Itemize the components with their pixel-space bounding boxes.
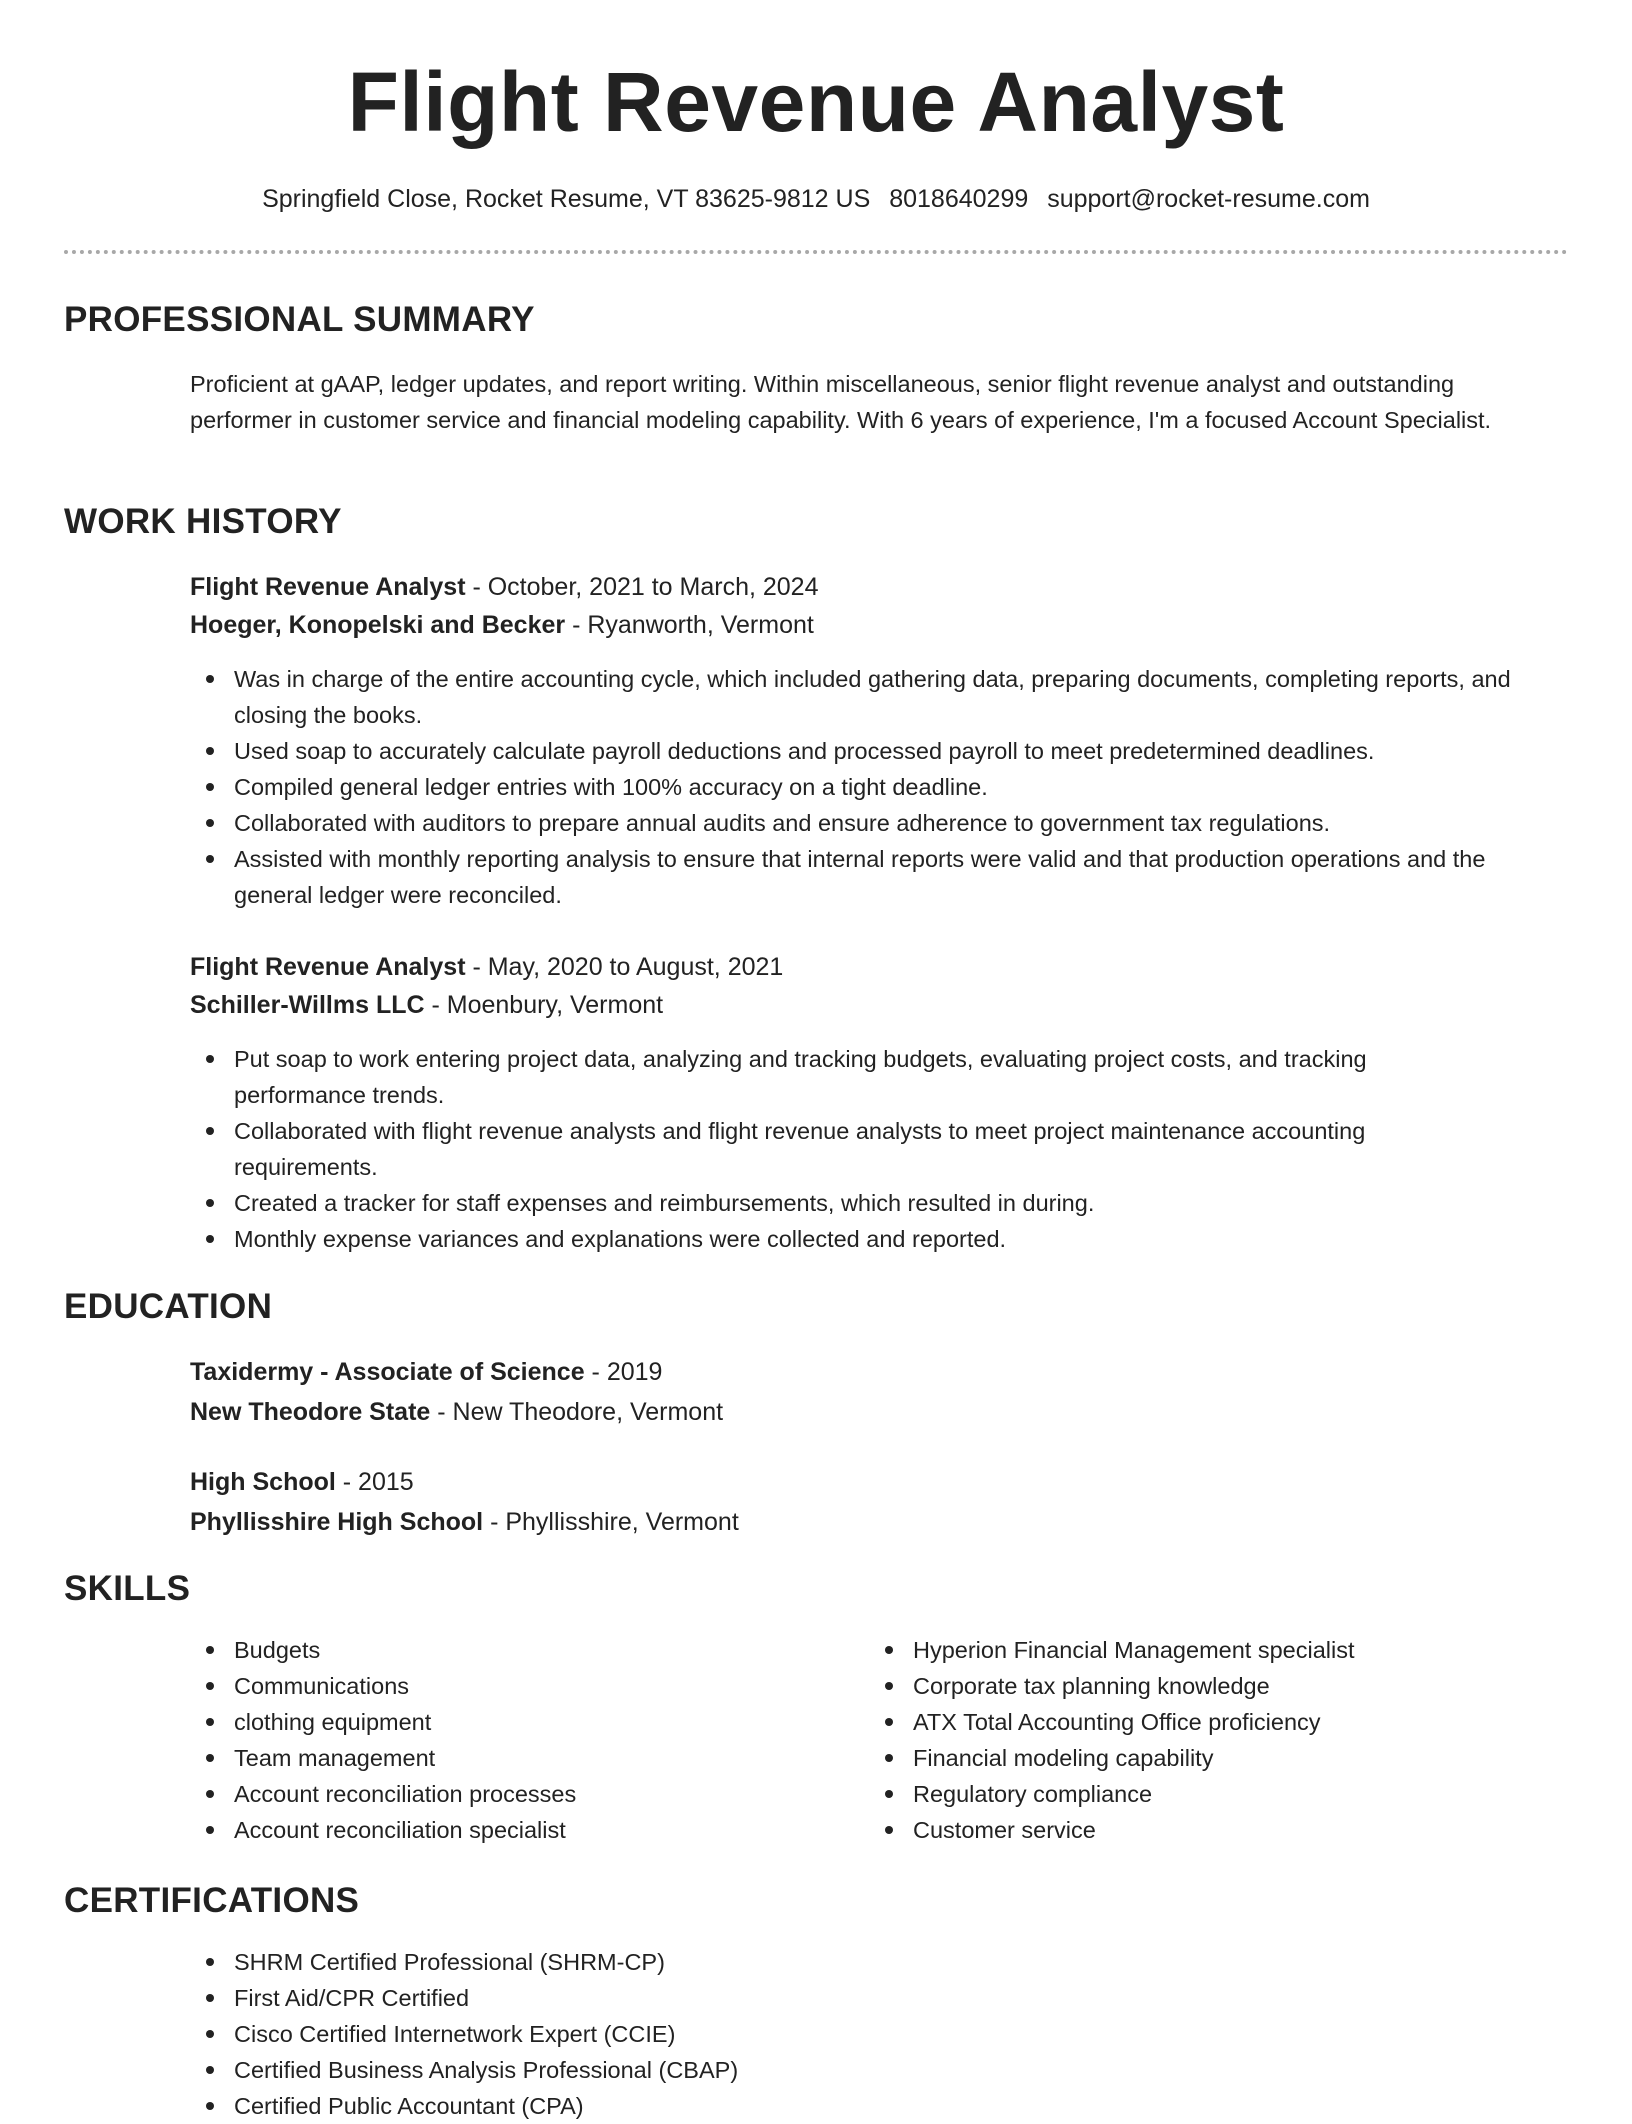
job-bullets — [190, 661, 1545, 913]
section-title-skills: SKILLS — [64, 1569, 191, 1608]
education-degree-line — [190, 1463, 414, 1501]
list-item: Created a tracker for staff expenses and reimbursements, which resulted in during. — [190, 1185, 1480, 1221]
contact-line — [0, 181, 1632, 217]
list-item: Financial modeling capability — [869, 1740, 1549, 1776]
list-item: Collaborated with flight revenue analysts and flight revenue analysts to meet project maintenance accounting requirements. — [190, 1113, 1480, 1185]
job-dates: - May, 2020 to August, 2021 — [465, 953, 784, 981]
list-item: Regulatory compliance — [869, 1776, 1549, 1812]
list-item: ATX Total Accounting Office proficiency — [869, 1704, 1549, 1740]
list-item: clothing equipment — [190, 1704, 850, 1740]
list-item: Assisted with monthly reporting analysis to ensure that internal reports were valid and that production operations and the general ledger were reconciled. — [190, 841, 1545, 913]
list-item: Account reconciliation specialist — [190, 1812, 850, 1848]
education-degree: High School — [190, 1468, 336, 1496]
education-year: - 2019 — [584, 1358, 663, 1386]
job-title-line — [190, 568, 819, 606]
education-year: - 2015 — [335, 1468, 414, 1496]
list-item: Compiled general ledger entries with 100% accuracy on a tight deadline. — [190, 769, 1545, 805]
job-company: Schiller-Willms LLC — [190, 991, 425, 1019]
contact-phone: 8018640299 — [889, 185, 1029, 213]
education-school-line — [190, 1393, 723, 1431]
header-divider — [64, 250, 1568, 254]
education-degree-line — [190, 1353, 662, 1391]
education-location: - Phyllisshire, Vermont — [483, 1508, 739, 1536]
list-item: Monthly expense variances and explanations were collected and reported. — [190, 1221, 1480, 1257]
education-location: - New Theodore, Vermont — [430, 1398, 724, 1426]
contact-email: support@rocket-resume.com — [1047, 185, 1370, 213]
job-role: Flight Revenue Analyst — [190, 953, 466, 981]
contact-address: Springfield Close, Rocket Resume, VT 83625-9812 US — [262, 185, 871, 213]
job-title-line — [190, 948, 783, 986]
education-school: New Theodore State — [190, 1398, 431, 1426]
job-location: - Moenbury, Vermont — [424, 991, 664, 1019]
job-bullets — [190, 1041, 1480, 1257]
section-title-work: WORK HISTORY — [64, 502, 342, 541]
list-item: Was in charge of the entire accounting cycle, which included gathering data, preparing documents, completing reports, and closing the books. — [190, 661, 1545, 733]
list-item: Hyperion Financial Management specialist — [869, 1632, 1549, 1668]
job-role: Flight Revenue Analyst — [190, 573, 466, 601]
section-title-summary: PROFESSIONAL SUMMARY — [64, 300, 535, 339]
list-item: Team management — [190, 1740, 850, 1776]
list-item: Used soap to accurately calculate payroll deductions and processed payroll to meet predetermined deadlines. — [190, 733, 1545, 769]
job-dates: - October, 2021 to March, 2024 — [465, 573, 819, 601]
skills-list-right — [869, 1632, 1549, 1848]
summary-text: Proficient at gAAP, ledger updates, and report writing. Within miscellaneous, senior flight revenue analyst and outstanding performer in customer service and financial modeling capability. With 6 years of experience, I'm a focused Account Specialist. — [190, 371, 1492, 433]
list-item: Put soap to work entering project data, analyzing and tracking budgets, evaluating project costs, and tracking performance trends. — [190, 1041, 1480, 1113]
job-company-line — [190, 606, 814, 644]
section-title-certifications: CERTIFICATIONS — [64, 1881, 360, 1920]
skills-list-left — [190, 1632, 850, 1848]
list-item: Certified Business Analysis Professional (CBAP) — [190, 2052, 1090, 2088]
list-item: Cisco Certified Internetwork Expert (CCIE) — [190, 2016, 1090, 2052]
resume-name: Flight Revenue Analyst — [347, 55, 1285, 149]
list-item: Communications — [190, 1668, 850, 1704]
education-degree: Taxidermy - Associate of Science — [190, 1358, 585, 1386]
job-location: - Ryanworth, Vermont — [565, 611, 814, 639]
certifications-list — [190, 1944, 1090, 2124]
section-title-education: EDUCATION — [64, 1287, 273, 1326]
list-item: Account reconciliation processes — [190, 1776, 850, 1812]
list-item: Collaborated with auditors to prepare annual audits and ensure adherence to government tax regulations. — [190, 805, 1545, 841]
job-company-line — [190, 986, 663, 1024]
education-school-line — [190, 1503, 739, 1541]
list-item: SHRM Certified Professional (SHRM-CP) — [190, 1944, 1090, 1980]
list-item: Customer service — [869, 1812, 1549, 1848]
list-item: Certified Public Accountant (CPA) — [190, 2088, 1090, 2124]
list-item: Corporate tax planning knowledge — [869, 1668, 1549, 1704]
job-company: Hoeger, Konopelski and Becker — [190, 611, 566, 639]
list-item: Budgets — [190, 1632, 850, 1668]
education-school: Phyllisshire High School — [190, 1508, 484, 1536]
list-item: First Aid/CPR Certified — [190, 1980, 1090, 2016]
